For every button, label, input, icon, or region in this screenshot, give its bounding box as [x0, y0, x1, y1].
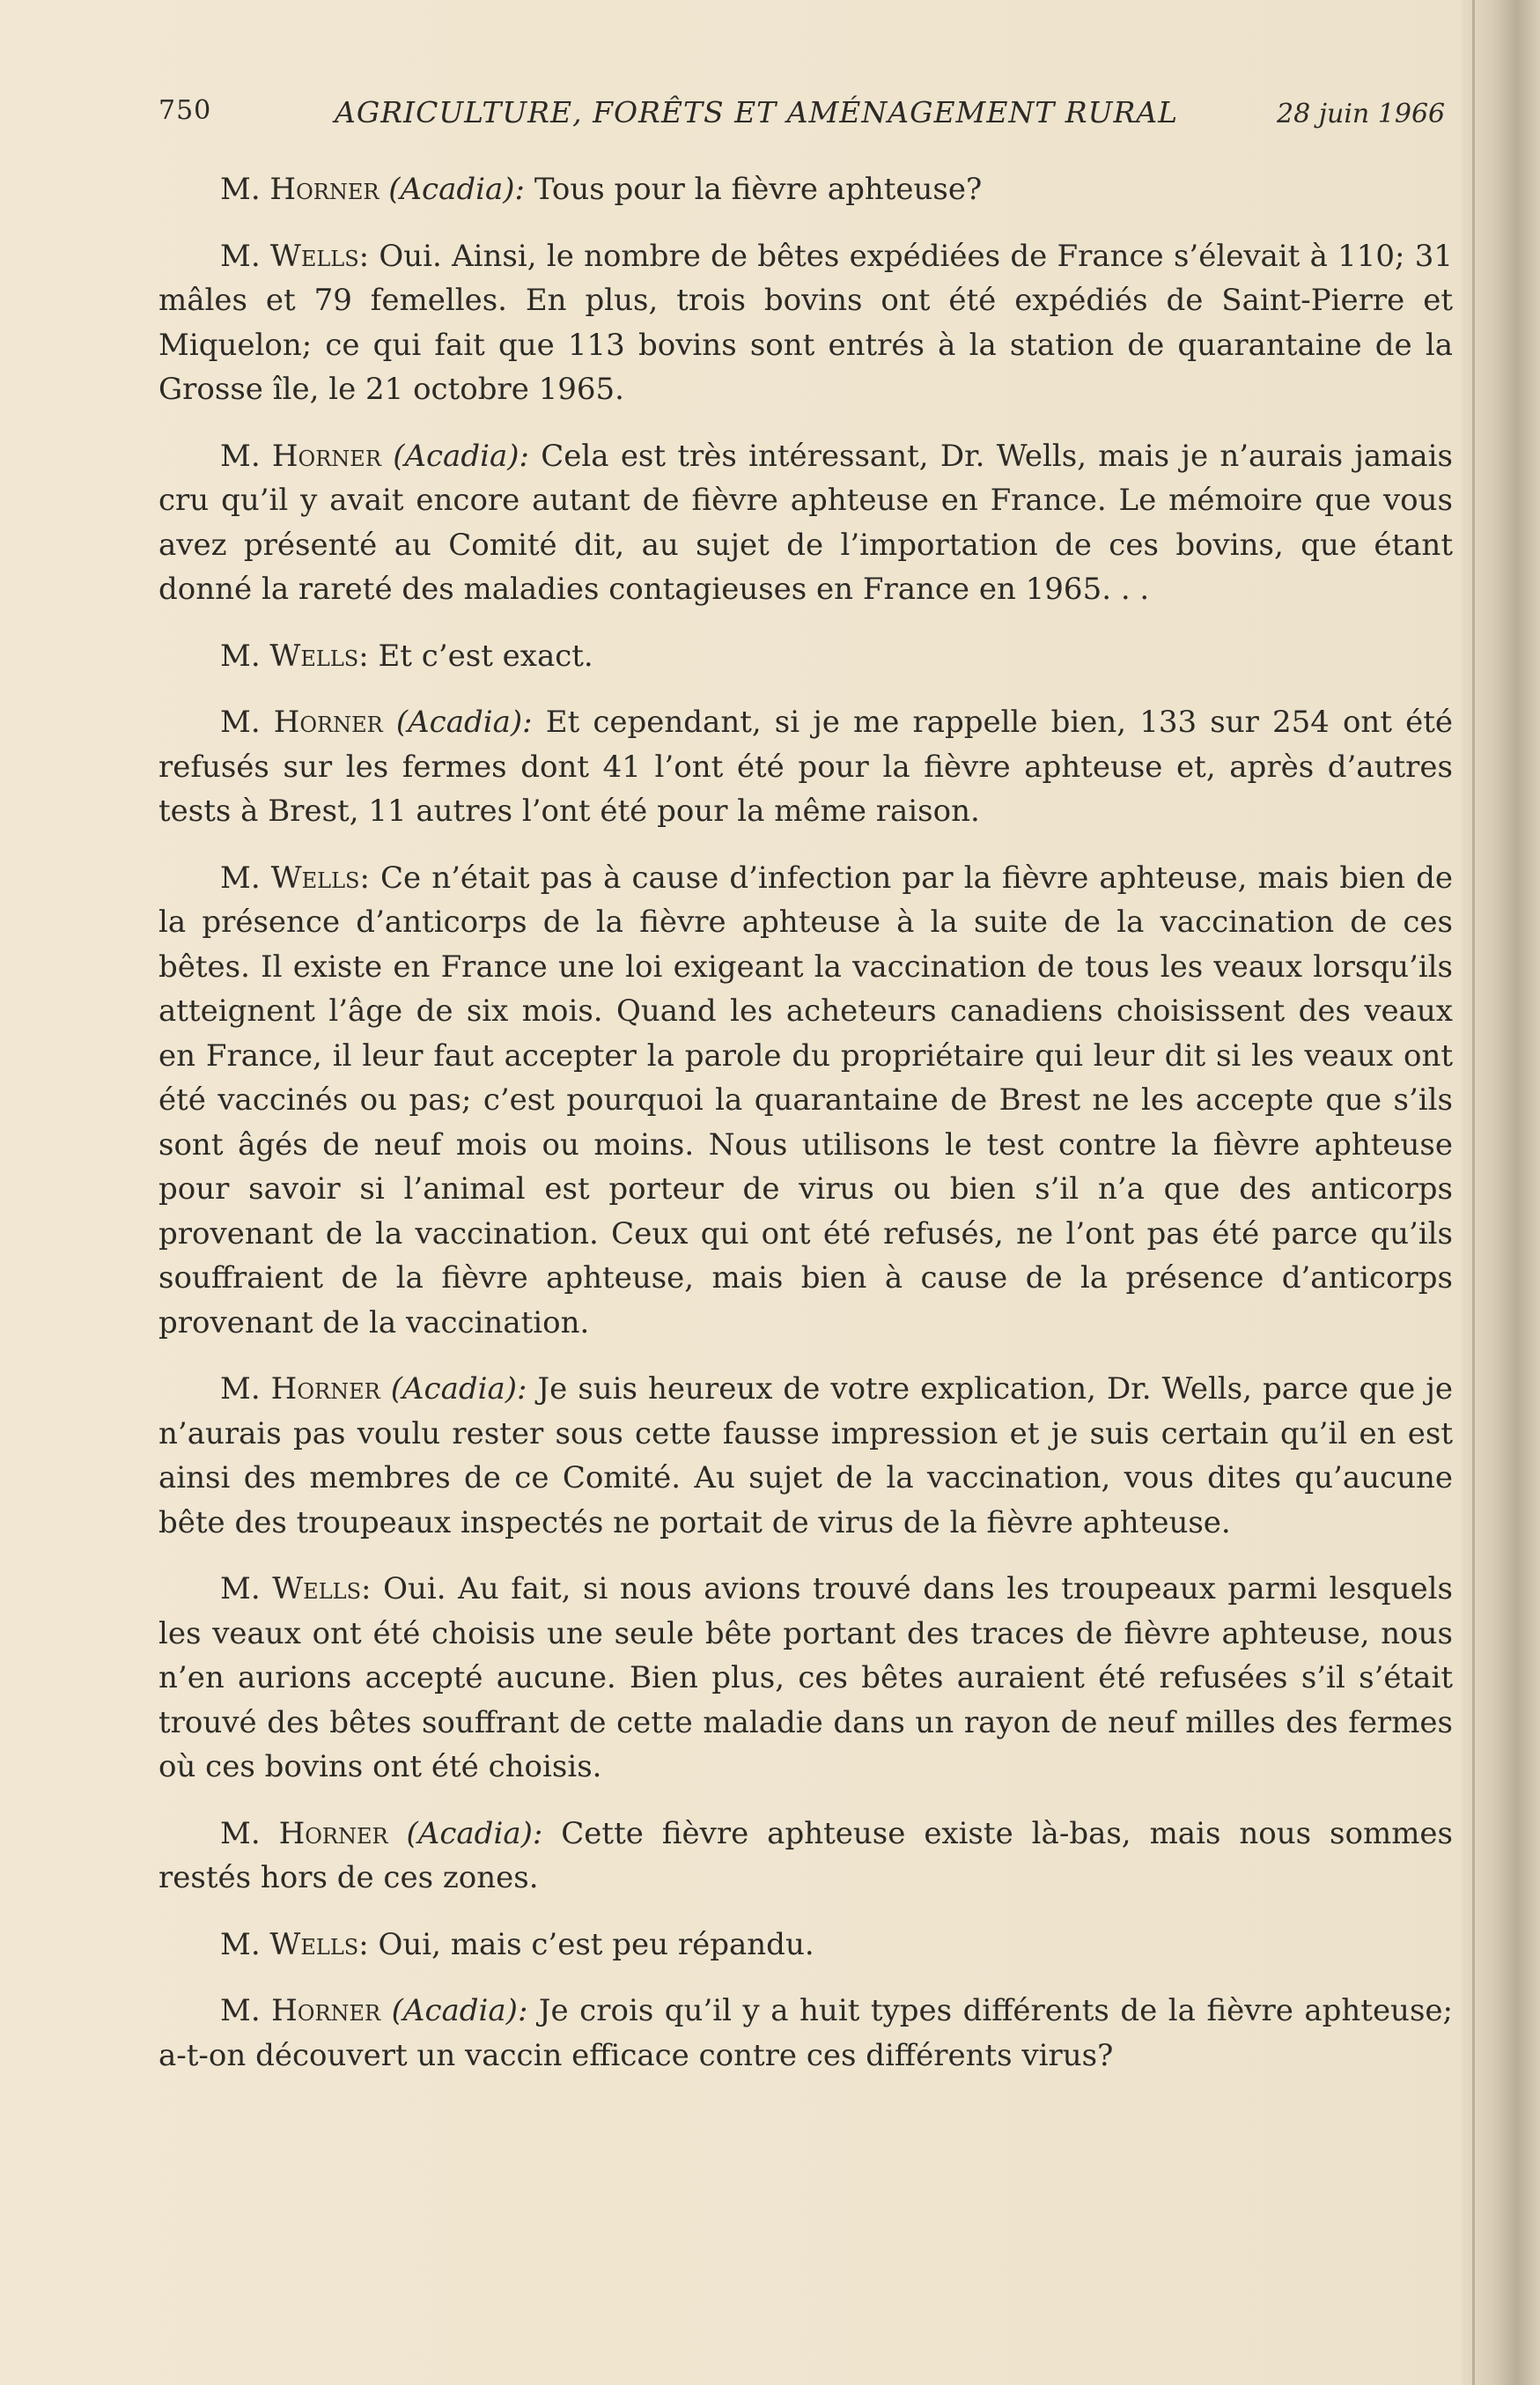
paragraph-text: Je crois qu’il y a huit types différents de la fièvre aphteuse; a-t-on découvert un vaccin efficace contre ces différents virus? [158, 1993, 1453, 2073]
speaker-name: M. Horner [220, 1371, 380, 1407]
paragraph-text: Oui. Au fait, si nous avions trouvé dans les troupeaux parmi lesquels les veaux ont été choisis une seule bête portant des traces de fièvre aphteuse, nous n’en aurions accepté aucune. Bien plus, ces bêtes auraient été refusées s’il s’était trouvé des bêtes souffrant de cette maladie dans un rayon de neuf milles des fermes où ces bovins ont été choisis. [158, 1571, 1453, 1784]
speaker-riding: (Acadia): [391, 1993, 528, 2028]
speaker-name: M. Horner [220, 1815, 388, 1851]
speaker-name: M. Wells: [220, 1571, 372, 1606]
paragraph [158, 1923, 1453, 1968]
paragraph-text: Cette fièvre aphteuse existe là-bas, mais nous sommes restés hors de ces zones. [158, 1815, 1454, 1895]
paragraph-text: Ce n’était pas à cause d’infection par la fièvre aphteuse, mais bien de la présence d’anticorps de la fièvre aphteuse à la suite de la vaccination de ces bêtes. Il existe en France une loi exigeant la vaccination de tous les veaux lorsqu’ils atteignent l’âge de six mois. Quand les acheteurs canadiens choisissent des veaux en France, il leur faut accepter la parole du propriétaire qui leur dit si les veaux ont été vaccinés ou pas; c’est pourquoi la quarantaine de Brest ne les accepte que s’ils sont âgés de neuf mois ou moins. Nous utilisons le test contre la fièvre aphteuse pour savoir si l’animal est porteur de virus ou bien s’il n’a que des anticorps provenant de la vaccination. Ceux qui ont été refusés, ne l’ont pas été parce qu’ils souffraient de la fièvre aphteuse, mais bien à cause de la présence d’anticorps provenant de la vaccination. [158, 860, 1453, 1340]
page-header [158, 95, 1462, 139]
paragraph [158, 634, 1453, 679]
paragraph [158, 434, 1453, 612]
paragraph-text: Et c’est exact. [378, 638, 593, 674]
speaker-name: M. Wells: [220, 238, 370, 274]
speaker-riding: (Acadia): [395, 705, 533, 740]
paragraph-text: Oui. Ainsi, le nombre de bêtes expédiées de France s’élevait à 110; 31 mâles et 79 femelles. En plus, trois bovins ont été expédiés de Saint-Pierre et Miquelon; ce qui fait que 113 bovins sont entrés à la station de quarantaine de la Grosse île, le 21 octobre 1965. [158, 238, 1453, 407]
speaker-name: M. Wells: [220, 638, 369, 674]
paragraph [158, 700, 1453, 834]
paragraph-text: Oui, mais c’est peu répandu. [378, 1926, 814, 1962]
paragraph-text: Je suis heureux de votre explication, Dr. Wells, parce que je n’aurais pas voulu rester sous cette fausse impression et je suis certain qu’il en est ainsi des membres de ce Comité. Au sujet de la vaccination, vous dites qu’aucune bête des troupeaux inspectés ne portait de virus de la fièvre aphteuse. [158, 1371, 1453, 1540]
speaker-riding: (Acadia): [406, 1815, 543, 1851]
speaker-riding: (Acadia): [390, 1371, 527, 1407]
running-title: AGRICULTURE, FORÊTS ET AMÉNAGEMENT RURAL [335, 95, 1179, 129]
speaker-riding: (Acadia): [393, 438, 529, 474]
running-date: 28 juin 1966 [1277, 99, 1446, 129]
page-number: 750 [158, 95, 212, 126]
paragraph [158, 234, 1453, 412]
paragraph [158, 167, 1453, 212]
speaker-name: M. Horner [220, 172, 379, 207]
speaker-name: M. Wells: [220, 1926, 369, 1962]
transcript-body [158, 167, 1453, 2100]
speaker-name: M. Horner [220, 1993, 381, 2028]
speaker-riding: (Acadia): [388, 172, 525, 207]
paragraph [158, 856, 1453, 1346]
speaker-name: M. Horner [220, 438, 381, 474]
paragraph [158, 1989, 1453, 2078]
speaker-name: M. Wells: [220, 860, 370, 896]
speaker-name: M. Horner [220, 705, 383, 740]
paragraph-text: Cela est très intéressant, Dr. Wells, mais je n’aurais jamais cru qu’il y avait encore autant de fièvre aphteuse en France. Le mémoire que vous avez présenté au Comité dit, au sujet de l’importation de ces bovins, que étant donné la rareté des maladies contagieuses en France en 1965. . . [158, 438, 1454, 607]
paragraph-text: Tous pour la fièvre aphteuse? [534, 172, 983, 207]
binding-shadow [1472, 0, 1475, 2385]
paragraph [158, 1567, 1453, 1790]
paragraph [158, 1367, 1453, 1545]
paragraph-text: Et cependant, si je me rappelle bien, 133 sur 254 ont été refusés sur les fermes dont 41 l’ont été pour la fièvre aphteuse et, après d’autres tests à Brest, 11 autres l’ont été pour la même raison. [158, 705, 1454, 829]
paragraph [158, 1812, 1453, 1901]
